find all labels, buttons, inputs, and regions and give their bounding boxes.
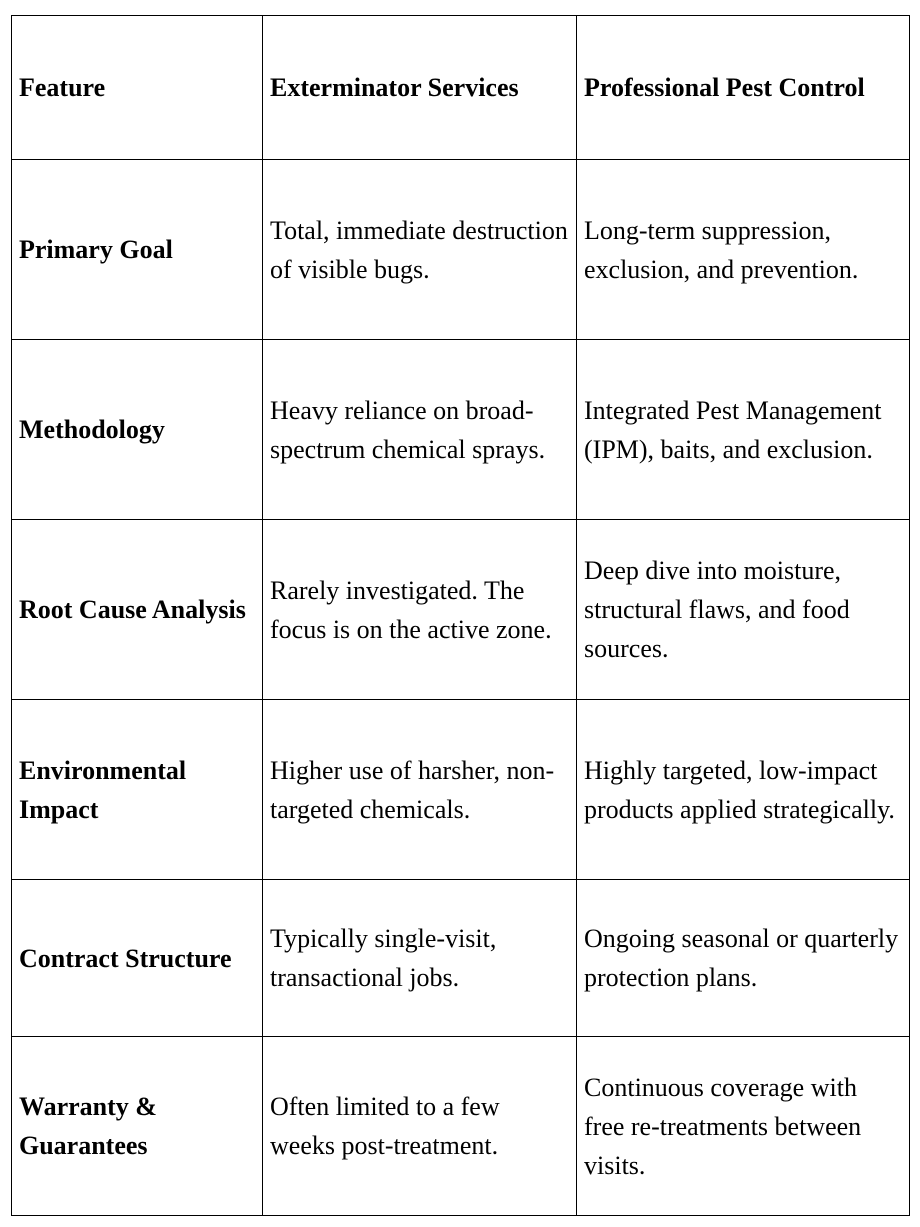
feature-cell: Primary Goal <box>12 160 263 340</box>
feature-cell: Root Cause Analysis <box>12 520 263 700</box>
exterminator-cell: Higher use of harsher, non-targeted chemicals. <box>263 700 577 880</box>
professional-cell: Deep dive into moisture, structural flaws, and food sources. <box>577 520 910 700</box>
professional-cell: Long-term suppression, exclusion, and prevention. <box>577 160 910 340</box>
exterminator-cell: Rarely investigated. The focus is on the active zone. <box>263 520 577 700</box>
table-row <box>12 520 910 700</box>
table-header-row <box>12 16 910 160</box>
header-professional-pest-control: Professional Pest Control <box>577 16 910 160</box>
professional-cell: Highly targeted, low-impact products applied strategically. <box>577 700 910 880</box>
professional-cell: Ongoing seasonal or quarterly protection plans. <box>577 880 910 1037</box>
feature-cell: Methodology <box>12 340 263 520</box>
comparison-table <box>11 15 910 1216</box>
exterminator-cell: Typically single-visit, transactional jobs. <box>263 880 577 1037</box>
table-row <box>12 700 910 880</box>
exterminator-cell: Heavy reliance on broad-spectrum chemical sprays. <box>263 340 577 520</box>
table-row <box>12 1037 910 1216</box>
header-feature: Feature <box>12 16 263 160</box>
feature-cell: Environmental Impact <box>12 700 263 880</box>
table-row <box>12 340 910 520</box>
exterminator-cell: Often limited to a few weeks post-treatment. <box>263 1037 577 1216</box>
feature-cell: Warranty & Guarantees <box>12 1037 263 1216</box>
header-exterminator-services: Exterminator Services <box>263 16 577 160</box>
table-row <box>12 880 910 1037</box>
feature-cell: Contract Structure <box>12 880 263 1037</box>
exterminator-cell: Total, immediate destruction of visible bugs. <box>263 160 577 340</box>
table-row <box>12 160 910 340</box>
professional-cell: Integrated Pest Management (IPM), baits, and exclusion. <box>577 340 910 520</box>
professional-cell: Continuous coverage with free re-treatments between visits. <box>577 1037 910 1216</box>
